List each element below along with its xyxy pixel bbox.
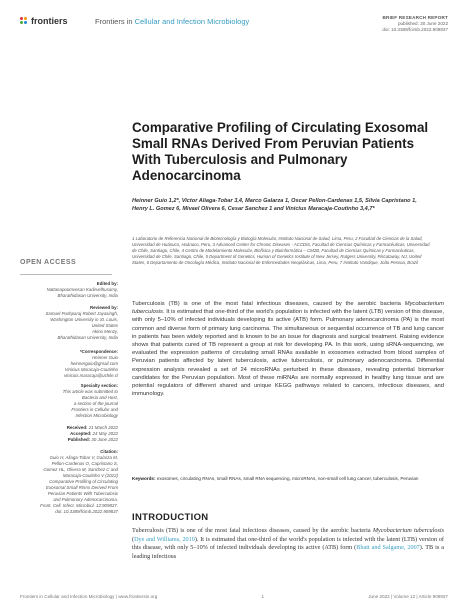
citation: Citation: Guio H, Aliaga-Tobar V, Galarza M, Pellon-Cardenas O, Capristano S, Gomez HL, Olivera M, Sanchez C and Maracaja-Coutinho V (2022) Comparative Profiling of Circulating Exosomal Small RNAs Derived From Peruvian Patients With Tuberculosis and Pulmonary Adenocarcinoma. Front. Cell. Infect. Microbiol. 12:909837. doi: 10.3389/fcimb.2022.909837 bbox=[25, 449, 118, 515]
author-list: Heinner Guio 1,2*, Victor Aliaga-Tobar 3,4, Marco Galarza 1, Oscar Pellon-Cardenas 1,5, Silvia Capristano 1, Henry L. Gomez 6, Mivael Olivera 6, Cesar Sanchez 1 and Vinicius Maracaja-Coutinho 3,4,7* bbox=[132, 198, 417, 212]
correspondence: *Correspondence: Heinner Guio heinnerguio@gmail.com Vinicius Maracaja-Coutinho vinicius.maracaja@uchile.cl bbox=[25, 349, 118, 379]
sidebar-divider bbox=[20, 274, 112, 275]
page-footer bbox=[20, 594, 448, 599]
article-meta bbox=[318, 15, 448, 33]
reference-link[interactable]: Dye and Williams, 2010 bbox=[134, 535, 195, 543]
article-title: Comparative Profiling of Circulating Exosomal Small RNAs Derived From Peruvian Patients With Tuberculosis and Pulmonary Adenocarcinoma bbox=[132, 120, 429, 183]
page-header bbox=[0, 0, 468, 60]
logo-text: frontiers bbox=[31, 16, 68, 26]
footer-journal[interactable]: Frontiers in Cellular and Infection Microbiology | www.frontiersin.org bbox=[20, 594, 158, 599]
article-dates: Received: 21 March 2022 Accepted: 24 May 2022 Published: 30 June 2022 bbox=[66, 425, 118, 442]
reference-link[interactable]: Bhatt and Salgame, 2007 bbox=[356, 544, 420, 551]
doi[interactable]: doi: 10.3389/fcimb.2022.909837 bbox=[382, 27, 448, 32]
published-date: published: 30 June 2022 bbox=[397, 21, 448, 26]
section-heading-introduction: INTRODUCTION bbox=[132, 512, 209, 523]
page-number: 1 bbox=[261, 594, 265, 599]
footer-volume: June 2022 | Volume 12 | Article 909837 bbox=[368, 594, 448, 599]
specialty-section: Specialty section: This article was submitted to Bacteria and Host, a section of the journal Frontiers in Cellular and Infection Microbiology bbox=[62, 383, 118, 418]
open-access-label: OPEN ACCESS bbox=[20, 259, 77, 266]
reviewed-by: Reviewed by: Samuel Pushparaj Robert Jayasingh, Washington University in St. Louis, United States Akino Menzy, Bharathidasan University, India bbox=[45, 305, 118, 340]
keywords: Keywords: exosomes, circulating RNAs, small RNAs, small RNA sequencing, microRNAs, non-small cell lung cancer, tuberculosis, Peruvian bbox=[132, 476, 419, 481]
frontiers-logo[interactable] bbox=[20, 16, 68, 26]
email-link[interactable]: heinnerguio@gmail.com bbox=[70, 361, 118, 366]
introduction-text: Tuberculosis (TB) is one of the most fatal infectious diseases, caused by the aerobic bacteria Mycobacterium tuberculosis (Dye and Williams, 2010). It is estimated that one-third of the world's population is infected with the latent (LTB) version of this disease, with only 5–10% of infected individuals developing its active (ATB) form (Bhatt and Salgame, 2007). TB is a leading infectious bbox=[132, 527, 444, 560]
email-link[interactable]: vinicius.maracaja@uchile.cl bbox=[64, 373, 118, 378]
frontiers-logo-icon bbox=[20, 17, 28, 25]
citation-doi[interactable]: doi: 10.3389/fcimb.2022.909837 bbox=[55, 509, 118, 514]
affiliations: 1 Laboratorio de Referencia Nacional de Biotecnología y Biología Molecular, Instituto Nacional de Salud, Lima, Peru, 2 Facultad de Ciencias de la Salud, Universidad de Huánuco, Huánuco, Peru, 3 Advanced Center for Chronic Diseases - ACCDiS, Facultad de Ciencias Químicas y Farmacéuticas, Universidad de Chile, Santiago, Chile, 4 Centro de Modelamiento Molecular, Biofísica y Bioinformática – CM2B, Facultad de Ciencias Químicas y Farmacéuticas, Universidad de Chile, Santiago, Chile, 5 Department of Genetics, Human of Genetics Institute of New Jersey, Rutgers University, Piscataway, NJ, United States, 6 Departamento de Oncología Médica, Instituto Nacional de Enfermedades Neoplásicas, Lima, Peru, 7 Instituto Vandique, João Pessoa, Brazil bbox=[132, 236, 430, 265]
abstract: Tuberculosis (TB) is one of the most fatal infectious diseases, caused by the aerobic bacteria Mycobacterium tuberculosis. It is estimated that one-third of the world's population is infected with the latent (LTB) version of this disease, with only 5–10% of infected individuals developing its active (ATB) form. Pulmonary adenocarcinoma (PA) is the most common and diverse form of primary lung carcinoma. The simultaneous or sequential occurrence of TB and lung cancer in patients has been widely reported and is known to be an issue for diagnosis and surgical treatment. Raising evidence shows that patients cured of TB represent a group at risk for developing PA. In this work, using sRNA-sequencing, we evaluated the expression patterns of circulating small RNAs available in exosomes extracted from blood samples of Peruvian patients affected by latent tuberculosis, active tuberculosis, or pulmonary adenocarcinoma. Differential expression analysis revealed a set of 24 microRNAs perturbed in these diseases, revealing potential biomarker candidates for the Peruvian population. Most of these miRNAs are normally expressed in healthy lung tissue and are potential regulators of different shared and unique KEGG pathways related to cancers, infectious diseases, and immunology. bbox=[132, 301, 444, 398]
article-type: BRIEF RESEARCH REPORT bbox=[382, 15, 448, 20]
journal-name[interactable]: Frontiers in Cellular and Infection Microbiology bbox=[95, 17, 250, 26]
edited-by: Edited by: Nattanapoomvesan Kadirvelhusamy, Bharathidasan University, India bbox=[46, 281, 118, 298]
